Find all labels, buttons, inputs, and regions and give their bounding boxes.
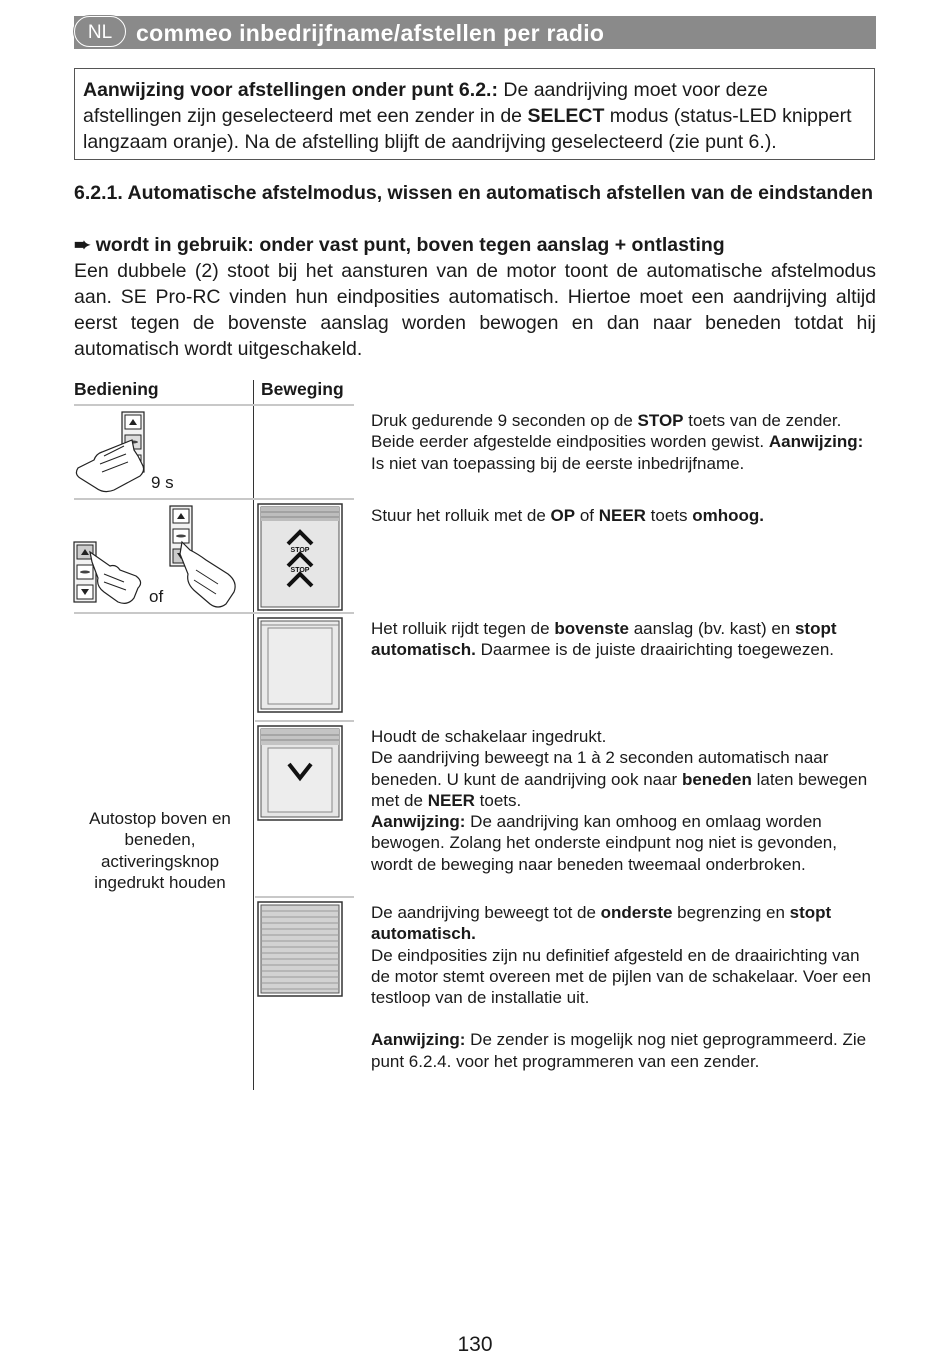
- pressing-hand-icon: [176, 540, 246, 612]
- step-2-description: [371, 505, 876, 526]
- text: beneden: [681, 769, 752, 789]
- table-rule: [74, 404, 354, 406]
- page-title: commeo inbedrijfname/afstellen per radio: [136, 20, 605, 46]
- roller-shutter-icon: [258, 504, 344, 610]
- text: toets: [645, 506, 693, 525]
- section-subheading: [74, 232, 876, 258]
- text: De aandrijving beweegt na 1 à 2 seconden automatisch naar beneden. U kunt de aandrijving ook naar: [371, 748, 829, 789]
- arrow-icon: ➨: [74, 234, 91, 256]
- table-rule: [74, 612, 354, 614]
- text: Het rolluik rijdt tegen de: [371, 619, 555, 638]
- text: Houdt de schakelaar ingedrukt.: [371, 727, 607, 746]
- text: stopt automatisch.: [371, 903, 832, 944]
- text: stopt automatisch.: [371, 619, 837, 660]
- text: of: [575, 506, 599, 525]
- note-box: [74, 68, 875, 160]
- text: onderste: [600, 903, 673, 922]
- text: omhoog.: [692, 506, 765, 525]
- text: NEER: [427, 790, 475, 810]
- step-5-paragraph: [371, 902, 876, 945]
- note-select: SELECT: [527, 105, 605, 127]
- text: bovenste: [554, 619, 629, 638]
- text: toets van de zender. Beide eerder afgestelde eindposities worden gewist.: [371, 411, 842, 452]
- note-text-2: modus (status-LED knippert langzaam oranje). Na de afstelling blijft de aandrijving geselecteerd (zie punt 6.).: [83, 105, 852, 153]
- language-badge: NL: [74, 16, 126, 47]
- step-5-note: [371, 1029, 876, 1072]
- stop-label: STOP: [290, 567, 310, 574]
- text: Aanwijzing:: [371, 812, 466, 832]
- text: De aandrijving kan omhoog en omlaag worden bewogen. Zolang het onderste eindpunt nog niet is gevonden, wordt de beweging naar beneden tweemaal onderbroken.: [371, 812, 837, 874]
- text: Stuur het rolluik met de: [371, 506, 551, 525]
- text: toets.: [474, 790, 522, 810]
- text: aanslag (bv. kast) en: [628, 619, 795, 638]
- column-header-operation: Bediening: [74, 379, 159, 399]
- stop-label: STOP: [290, 547, 310, 554]
- label-9s: 9 s: [151, 473, 174, 492]
- note-text-1: De aandrijving moet voor deze afstellingen zijn geselecteerd met een zender in de: [83, 79, 768, 127]
- step-5-description: [371, 902, 876, 1072]
- step-4-note: [371, 811, 876, 875]
- text: Aanwijzing:: [768, 432, 864, 452]
- text: NEER: [598, 506, 646, 525]
- text: De eindposities zijn nu definitief afgesteld en de draairichting van de motor stemt overeen met de pijlen van de schakelaar. Voer een testloop van de installatie uit.: [371, 945, 871, 1008]
- page-number: 130: [457, 1333, 493, 1356]
- column-header-movement: Beweging: [261, 379, 344, 399]
- note-lead: Aanwijzing voor afstellingen onder punt 6.2.:: [83, 79, 498, 101]
- intro-paragraph: Een dubbele (2) stoot bij het aansturen van de motor toont de automatische afstelmodus aan. SE Pro-RC vinden hun eindposities automatisch. Hiertoe moet een aandrijving altijd eerst tegen de bovenste aanslag worden bewogen en dan naar beneden totdat hij automatisch wordt uitgeschakeld.: [74, 260, 876, 360]
- roller-shutter-icon: [258, 618, 344, 714]
- section-heading: 6.2.1. Automatische afstelmodus, wissen en automatisch afstellen van de eindstanden: [74, 182, 874, 204]
- text: begrenzing en: [672, 903, 790, 922]
- autostop-label: Autostop boven en beneden, activeringsknop ingedrukt houden: [89, 809, 231, 892]
- step-4-description: [371, 726, 876, 875]
- step-1-description: [371, 410, 876, 474]
- roller-shutter-icon: [258, 726, 344, 822]
- text: STOP: [637, 411, 684, 430]
- text: Daarmee is de juiste draairichting toegewezen.: [475, 640, 834, 660]
- text: Is niet van toepassing bij de eerste inbedrijfname.: [371, 453, 745, 473]
- table-rule: [255, 896, 354, 898]
- label-or: of: [149, 587, 164, 606]
- text: De aandrijving beweegt tot de: [371, 903, 601, 922]
- step-3-description: [371, 618, 876, 661]
- step-4-paragraph: [371, 747, 876, 811]
- subheading-text: wordt in gebruik: onder vast punt, boven tegen aanslag + ontlasting: [95, 234, 725, 256]
- text: OP: [550, 506, 576, 525]
- text: Aanwijzing:: [371, 1030, 466, 1050]
- table-rule: [74, 498, 354, 500]
- text: Druk gedurende 9 seconden op de: [371, 411, 638, 430]
- roller-shutter-icon: [258, 902, 344, 998]
- text: De zender is mogelijk nog niet geprogrammeerd. Zie punt 6.2.4. voor het programmeren van een zender.: [371, 1030, 867, 1071]
- table-rule: [255, 720, 354, 722]
- text: laten bewegen met de: [371, 769, 868, 810]
